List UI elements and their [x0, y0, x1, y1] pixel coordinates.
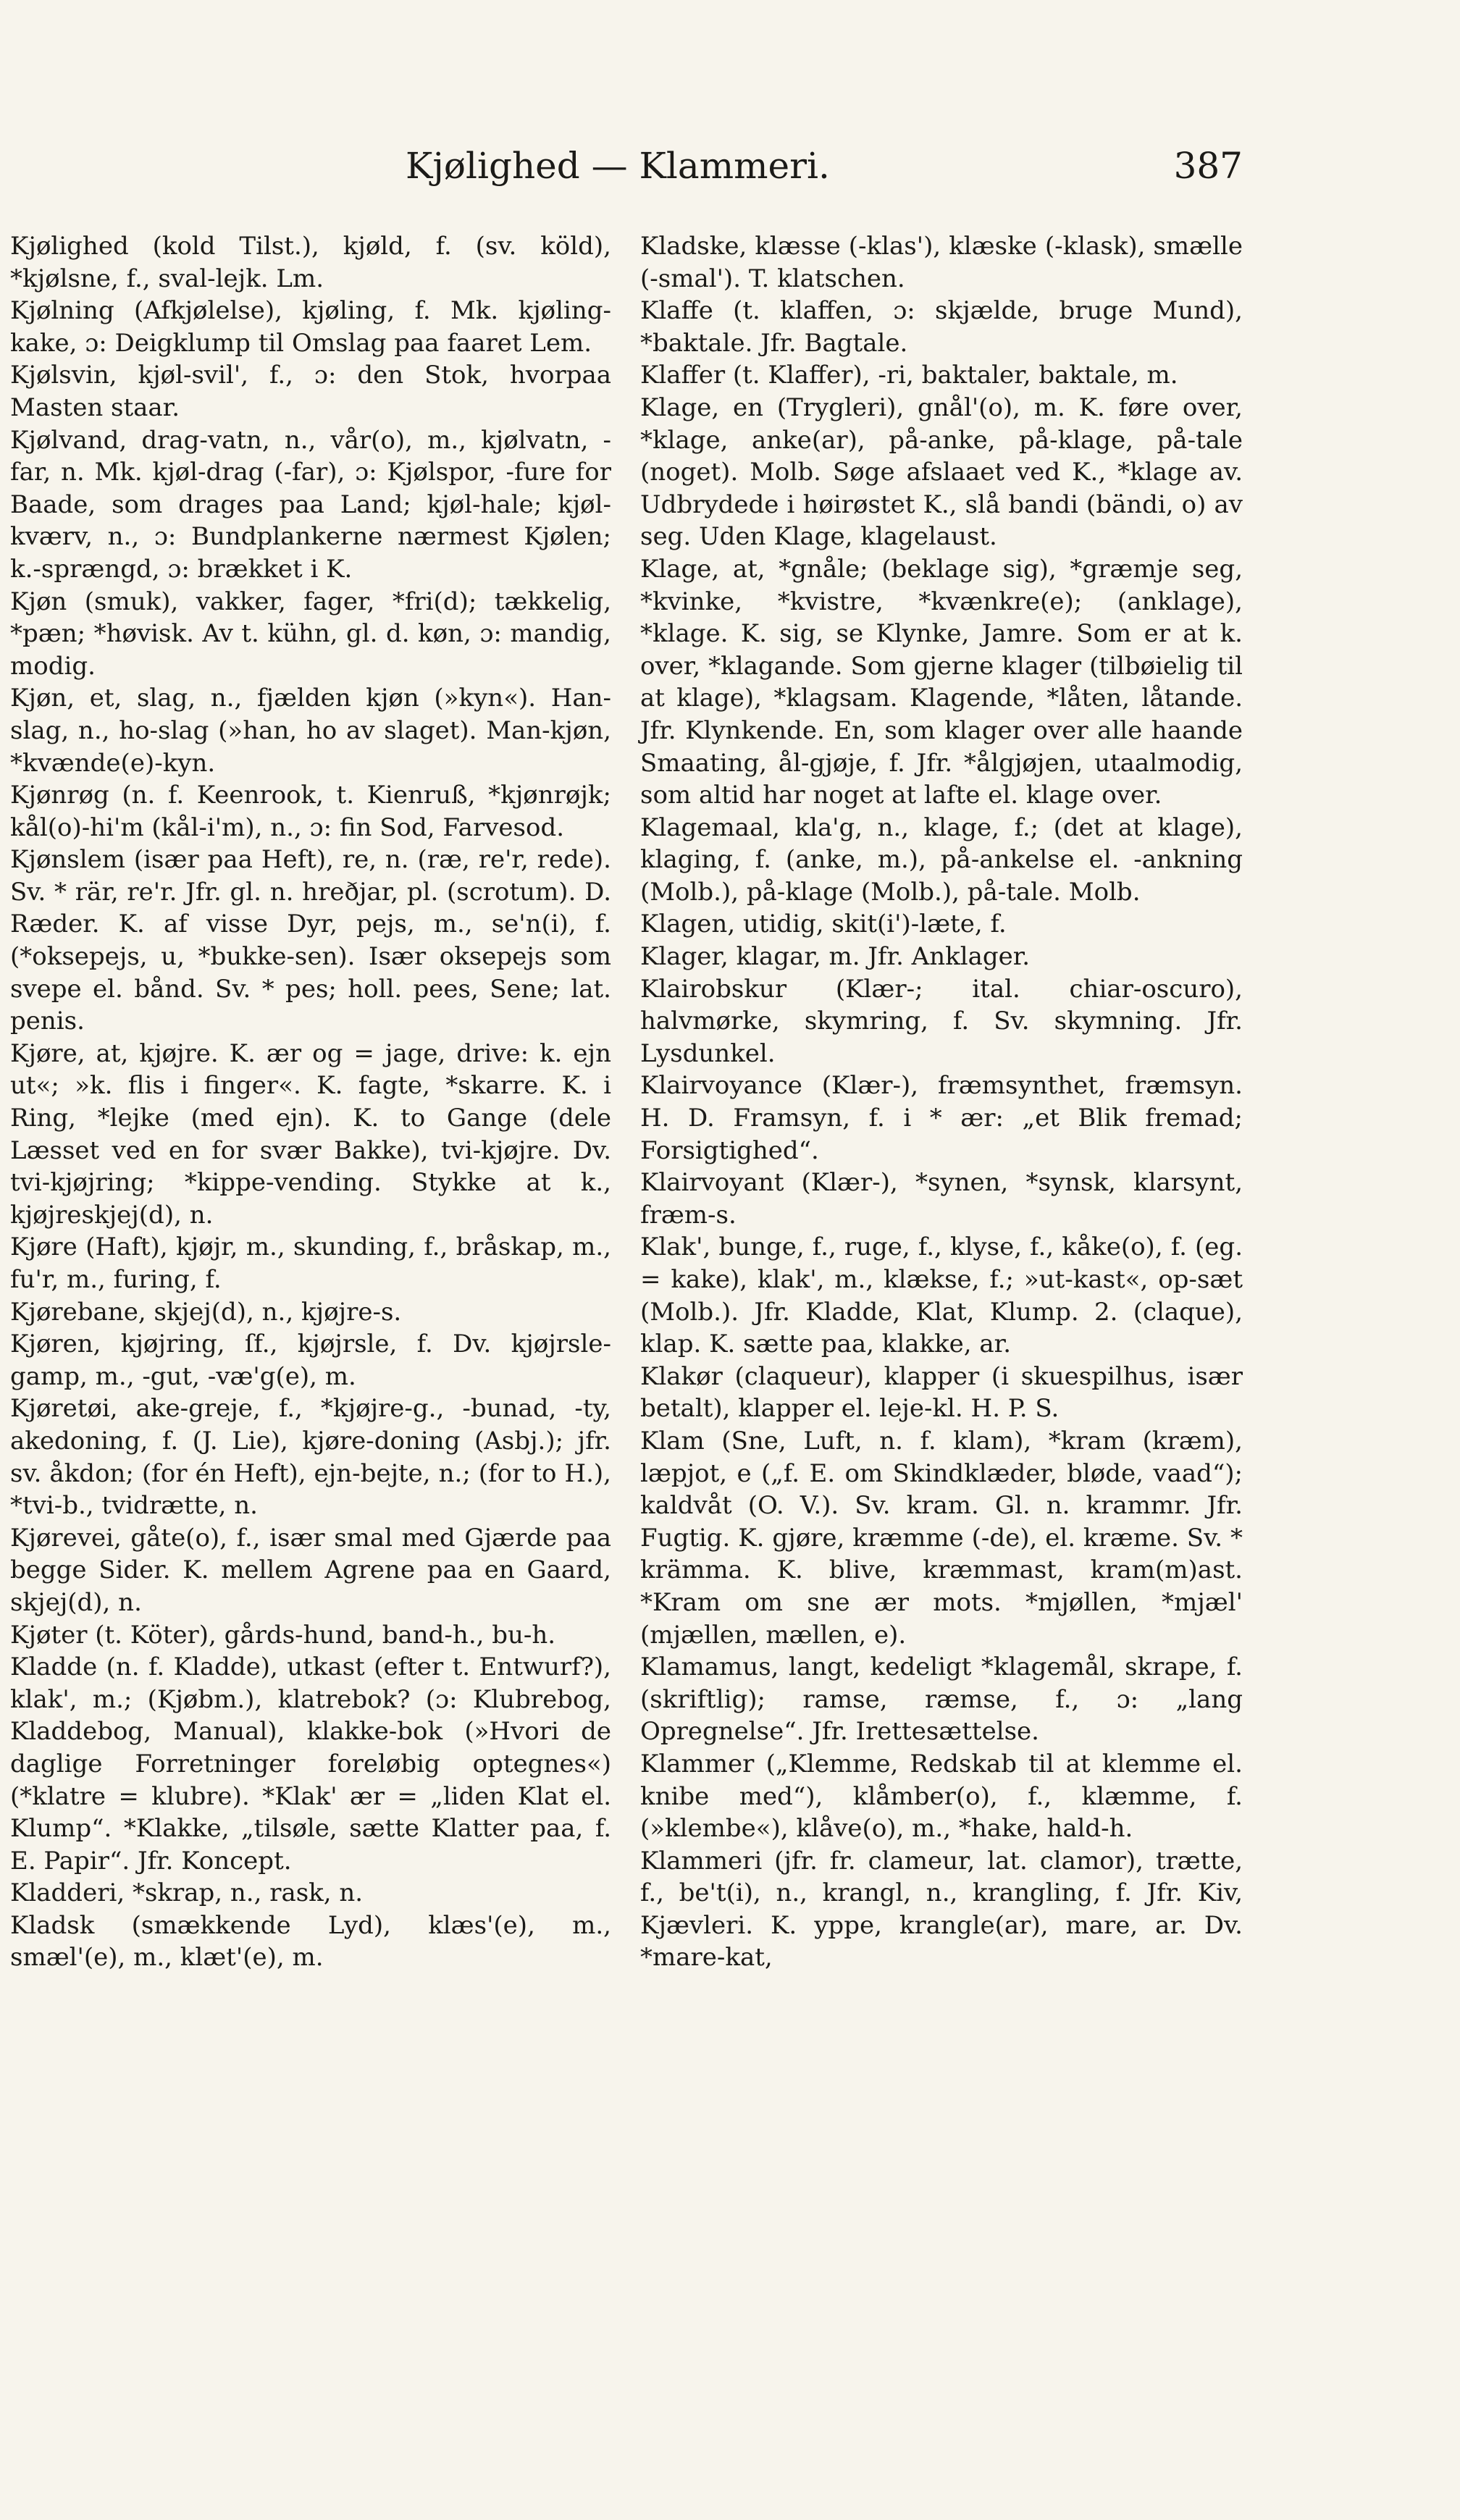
entry: Kjøn (smuk), vakker, fager, *fri(d); tækkelig, *pæn; *høvisk. Av t. kühn, gl. d. køn, ɔ: mandig, modig.	[10, 587, 611, 681]
entry: Kjørevei, gåte(o), f., især smal med Gjærde paa begge Sider. K. mellem Agrene paa en Gaard, skjej(d), n.	[10, 1523, 611, 1617]
entry: Kjølvand, drag-vatn, n., vår(o), m., kjølvatn, -far, n. Mk. kjøl-drag (-far), ɔ: Kjølspor, -fure for Baade, som drages paa Land; kjøl-hale; kjøl-kværv, n., ɔ: Bundplankerne nærmest Kjølen; k.-sprængd, ɔ: brækket i K.	[10, 425, 611, 584]
entry: Kjøn, et, slag, n., fjælden kjøn (»kyn«). Han-slag, n., ho-slag (»han, ho av slaget). Man-kjøn, *kvænde(e)-kyn.	[10, 684, 611, 778]
header-title: Kjølighed — Klammeri.	[406, 145, 830, 187]
entry: Klagemaal, kla'g, n., klage, f.; (det at klage), klaging, f. (anke, m.), på-ankelse el. -ankning (Molb.), på-klage (Molb.), på-tale. Molb.	[640, 812, 1243, 907]
entry: Klaffer (t. Klaffer), -ri, baktaler, baktale, m.	[640, 361, 1178, 390]
entry: Kladderi, *skrap, n., rask, n.	[10, 1878, 364, 1908]
entry: Kjørebane, skjej(d), n., kjøjre-s.	[10, 1297, 402, 1327]
entry: Kjøre, at, kjøjre. K. ær og = jage, drive: k. ejn ut«; »k. flis i finger«. K. fagte, *skarre. K. i Ring, *lejke (med ejn). K. to Gange (dele Læsset ved en for svær Bakke), tvi-kjøjre. Dv. tvi-kjøjring; *kippe-vending. Stykke at k., kjøjreskjej(d), n.	[10, 1038, 611, 1230]
entry: Kladske, klæsse (-klas'), klæske (-klask), smælle (-smal'). T. klatschen.	[640, 232, 1243, 293]
entry: Kjøter (t. Köter), gårds-hund, band-h., bu-h.	[10, 1620, 556, 1650]
entry: Klage, at, *gnåle; (beklage sig), *græmje seg, *kvinke, *kvistre, *kvænkre(e); (anklage), *klage. K. sig, se Klynke, Jamre. Som er at k. over, *klagande. Som gjerne klager (tilbøielig til at klage), *klagsam. Klagende, *låten, låtande. Jfr. Klynkende. En, som klager over alle haande Smaating, ål-gjøje, f. Jfr. *ålgjøjen, utaalmodig, som altid har noget at lafte el. klage over.	[640, 554, 1243, 810]
page-number: 387	[1173, 145, 1243, 187]
entry: Kjøren, kjøjring, ſf., kjøjrsle, f. Dv. kjøjrsle-gamp, m., -gut, -væ'g(e), m.	[10, 1330, 611, 1391]
entry: Klammer („Klemme, Redskab til at klemme el. knibe med“), klåmber(o), f., klæmme, f. (»klembe«), klåve(o), m., *hake, hald-h.	[640, 1749, 1243, 1844]
entry: Klamamus, langt, kedeligt *klagemål, skrape, f. (skriftlig); ramse, ræmse, f., ɔ: „lang Opregnelse“. Jfr. Irettesættelse.	[640, 1652, 1243, 1747]
entry: Klager, klagar, m. Jfr. Anklager.	[640, 942, 1031, 972]
entry: Kjøretøi, ake-greje, f., *kjøjre-g., -bunad, -ty, akedoning, f. (J. Lie), kjøre-doning (Asbj.); jfr. sv. åkdon; (for én Heft), ejn-bejte, n.; (for to H.), *tvi-b., tvidrætte, n.	[10, 1394, 611, 1521]
entry: Klammeri (jfr. fr. clameur, lat. clamor), trætte, f., be't(i), n., krangl, n., krangling, f. Jfr. Kiv, Kjævleri. K. yppe, krangle(ar), mare, ar. Dv. *mare-kat,	[640, 1846, 1243, 1973]
entry: Klairvoyant (Klær-), *synen, *synsk, klarsynt, fræm-s.	[640, 1168, 1243, 1230]
entry: Klam (Sne, Luft, n. f. klam), *kram (kræm), læpjot, e („f. E. om Skindklæder, bløde, vaad“); kaldvåt (O. V.). Sv. kram. Gl. n. krammr. Jfr. Fugtig. K. gjøre, kræmme (-de), el. kræme. Sv. * krämma. K. blive, kræmmast, kram(m)ast. *Kram om sne ær mots. *mjøllen, *mjæl' (mjællen, mællen, e).	[640, 1426, 1243, 1650]
entry: Kjønrøg (n. f. Keenrook, t. Kienruß, *kjønrøjk; kål(o)-hi'm (kål-i'm), n., ɔ: fin Sod, Farvesod.	[10, 781, 611, 842]
right-column	[640, 230, 1243, 1974]
entry: Klak', bunge, f., ruge, f., klyse, f., kåke(o), f. (eg. = kake), klak', m., klækse, f.; »ut-kast«, op-sæt (Molb.). Jfr. Kladde, Klat, Klump. 2. (claque), klap. K. sætte paa, klakke, ar.	[640, 1232, 1243, 1359]
entry: Kjølning (Afkjølelse), kjøling, f. Mk. kjøling-kake, ɔ: Deigklump til Omslag paa faaret Lem.	[10, 296, 611, 358]
entry: Klairvoyance (Klær-), fræmsynthet, fræmsyn. H. D. Framsyn, f. i * ær: „et Blik fremad; Forsigtighed“.	[640, 1071, 1243, 1165]
entry: Kjøre (Haft), kjøjr, m., skunding, f., bråskap, m., fu'r, m., furing, f.	[10, 1232, 611, 1294]
entry: Klagen, utidig, skit(i')-læte, f.	[640, 910, 1007, 939]
entry: Kjølsvin, kjøl-svil', f., ɔ: den Stok, hvorpaa Masten staar.	[10, 361, 611, 422]
entry: Klairobskur (Klær-; ital. chiar-oscuro), halvmørke, skymring, f. Sv. skymning. Jfr. Lysdunkel.	[640, 974, 1243, 1068]
entry: Kjønslem (især paa Heft), re, n. (ræ, re'r, rede). Sv. * rär, re'r. Jfr. gl. n. hreðjar, pl. (scrotum). D. Ræder. K. af visse Dyr, pejs, m., se'n(i), f. (*oksepejs, u, *bukke-sen). Især oksepejs som svepe el. bånd. Sv. * pes; holl. pees, Sene; lat. penis.	[10, 845, 611, 1036]
entry: Klage, en (Trygleri), gnål'(o), m. K. føre over, *klage, anke(ar), på-anke, på-klage, på-tale (noget). Molb. Søge afslaaet ved K., *klage av. Udbrydede i høirøstet K., slå bandi (bändi, o) av seg. Uden Klage, klagelaust.	[640, 392, 1243, 552]
left-column	[10, 230, 611, 1974]
entry: Klakør (claqueur), klapper (i skuespilhus, især betalt), klapper el. leje-kl. H. P. S.	[640, 1361, 1243, 1424]
entry: Kjølighed (kold Tilst.), kjøld, f. (sv. köld), *kjølsne, f., sval-lejk. Lm.	[10, 232, 611, 293]
entry: Kladsk (smækkende Lyd), klæs'(e), m., smæl'(e), m., klæt'(e), m.	[10, 1910, 611, 1973]
entry: Klaffe (t. klaffen, ɔ: skjælde, bruge Mund), *baktale. Jfr. Bagtale.	[640, 296, 1243, 358]
running-header	[0, 145, 1460, 203]
entry: Kladde (n. f. Kladde), utkast (efter t. Entwurf?), klak', m.; (Kjøbm.), klatrebok? (ɔ: Klubrebog, Kladdebog, Manual), klakke-bok (»Hvori de daglige Forretninger foreløbig optegnes«) (*klatre = klubre). *Klak' ær = „liden Klat el. Klump“. *Klakke, „tilsøle, sætte Klatter paa, f. E. Papir“. Jfr. Koncept.	[10, 1652, 611, 1876]
